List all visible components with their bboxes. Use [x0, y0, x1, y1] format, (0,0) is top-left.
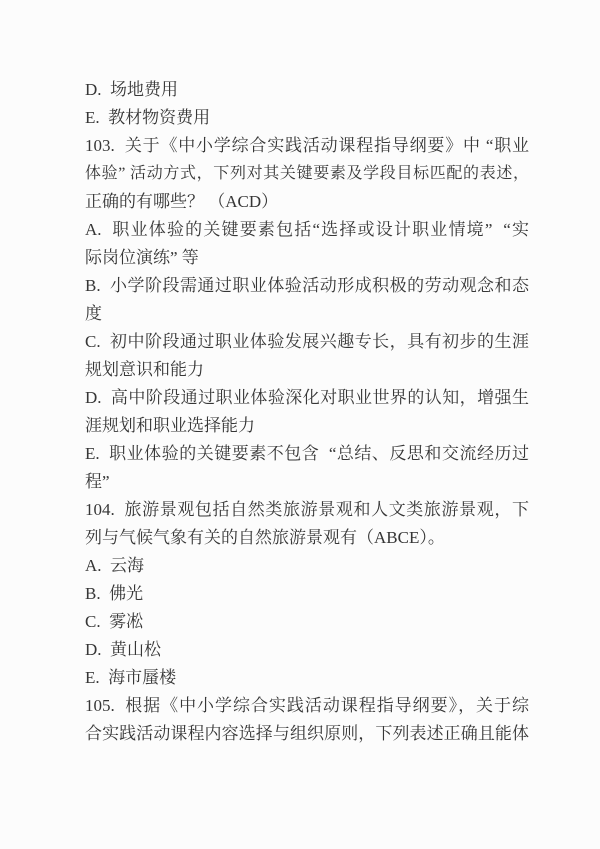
- question-104-option-d: D. 黄山松: [85, 640, 162, 659]
- question-104-option-a: A. 云海: [85, 556, 145, 575]
- text-column: [85, 76, 529, 748]
- question-105-stem-line-1: 105. 根据《中小学综合实践活动课程指导纲要》，关于综: [85, 696, 529, 715]
- question-103-option-a-line-1: A. 职业体验的关键要素包括“选择或设计职业情境” “实: [85, 220, 529, 239]
- question-104-option-c: C. 雾凇: [85, 612, 144, 631]
- question-104-stem-line-1: 104. 旅游景观包括自然类旅游景观和人文类旅游景观，下: [85, 500, 529, 519]
- question-103-option-d-line-1: D. 高中阶段通过职业体验深化对职业世界的认知，增强生: [85, 388, 529, 407]
- question-103-option-c-line-2: 规划意识和能力: [85, 360, 204, 379]
- question-103-stem-line-2: 体验” 活动方式，下列对其关键要素及学段目标匹配的表述，: [85, 165, 529, 182]
- question-103-option-b-line-2: 度: [85, 304, 102, 323]
- question-104-option-b: B. 佛光: [85, 584, 144, 603]
- question-105-stem-line-2: 合实践活动课程内容选择与组织原则，下列表述正确且能体: [85, 724, 529, 743]
- question-103-stem-line-1: 103. 关于《中小学综合实践活动课程指导纲要》中 “职业: [85, 136, 529, 155]
- question-103-stem-line-3-answer: 正确的有哪些？ （ACD）: [85, 192, 279, 211]
- option-line-e-materials-fee: E. 教材物资费用: [85, 108, 211, 127]
- question-103-option-a-line-2: 际岗位演练” 等: [85, 248, 199, 267]
- question-103-option-d-line-2: 涯规划和职业选择能力: [85, 416, 255, 435]
- question-103-option-c-line-1: C. 初中阶段通过职业体验发展兴趣专长，具有初步的生涯: [85, 332, 529, 351]
- question-103-option-b-line-1: B. 小学阶段需通过职业体验活动形成积极的劳动观念和态: [85, 276, 529, 295]
- question-103-option-e-line-1: E. 职业体验的关键要素不包含 “总结、反思和交流经历过: [85, 444, 529, 463]
- question-103-option-e-line-2: 程”: [85, 472, 110, 491]
- option-line-d-venue-fee: D. 场地费用: [85, 80, 179, 99]
- question-104-option-e: E. 海市蜃楼: [85, 668, 177, 687]
- question-104-stem-line-2-answer: 列与气候气象有关的自然旅游景观有（ABCE）。: [85, 528, 445, 547]
